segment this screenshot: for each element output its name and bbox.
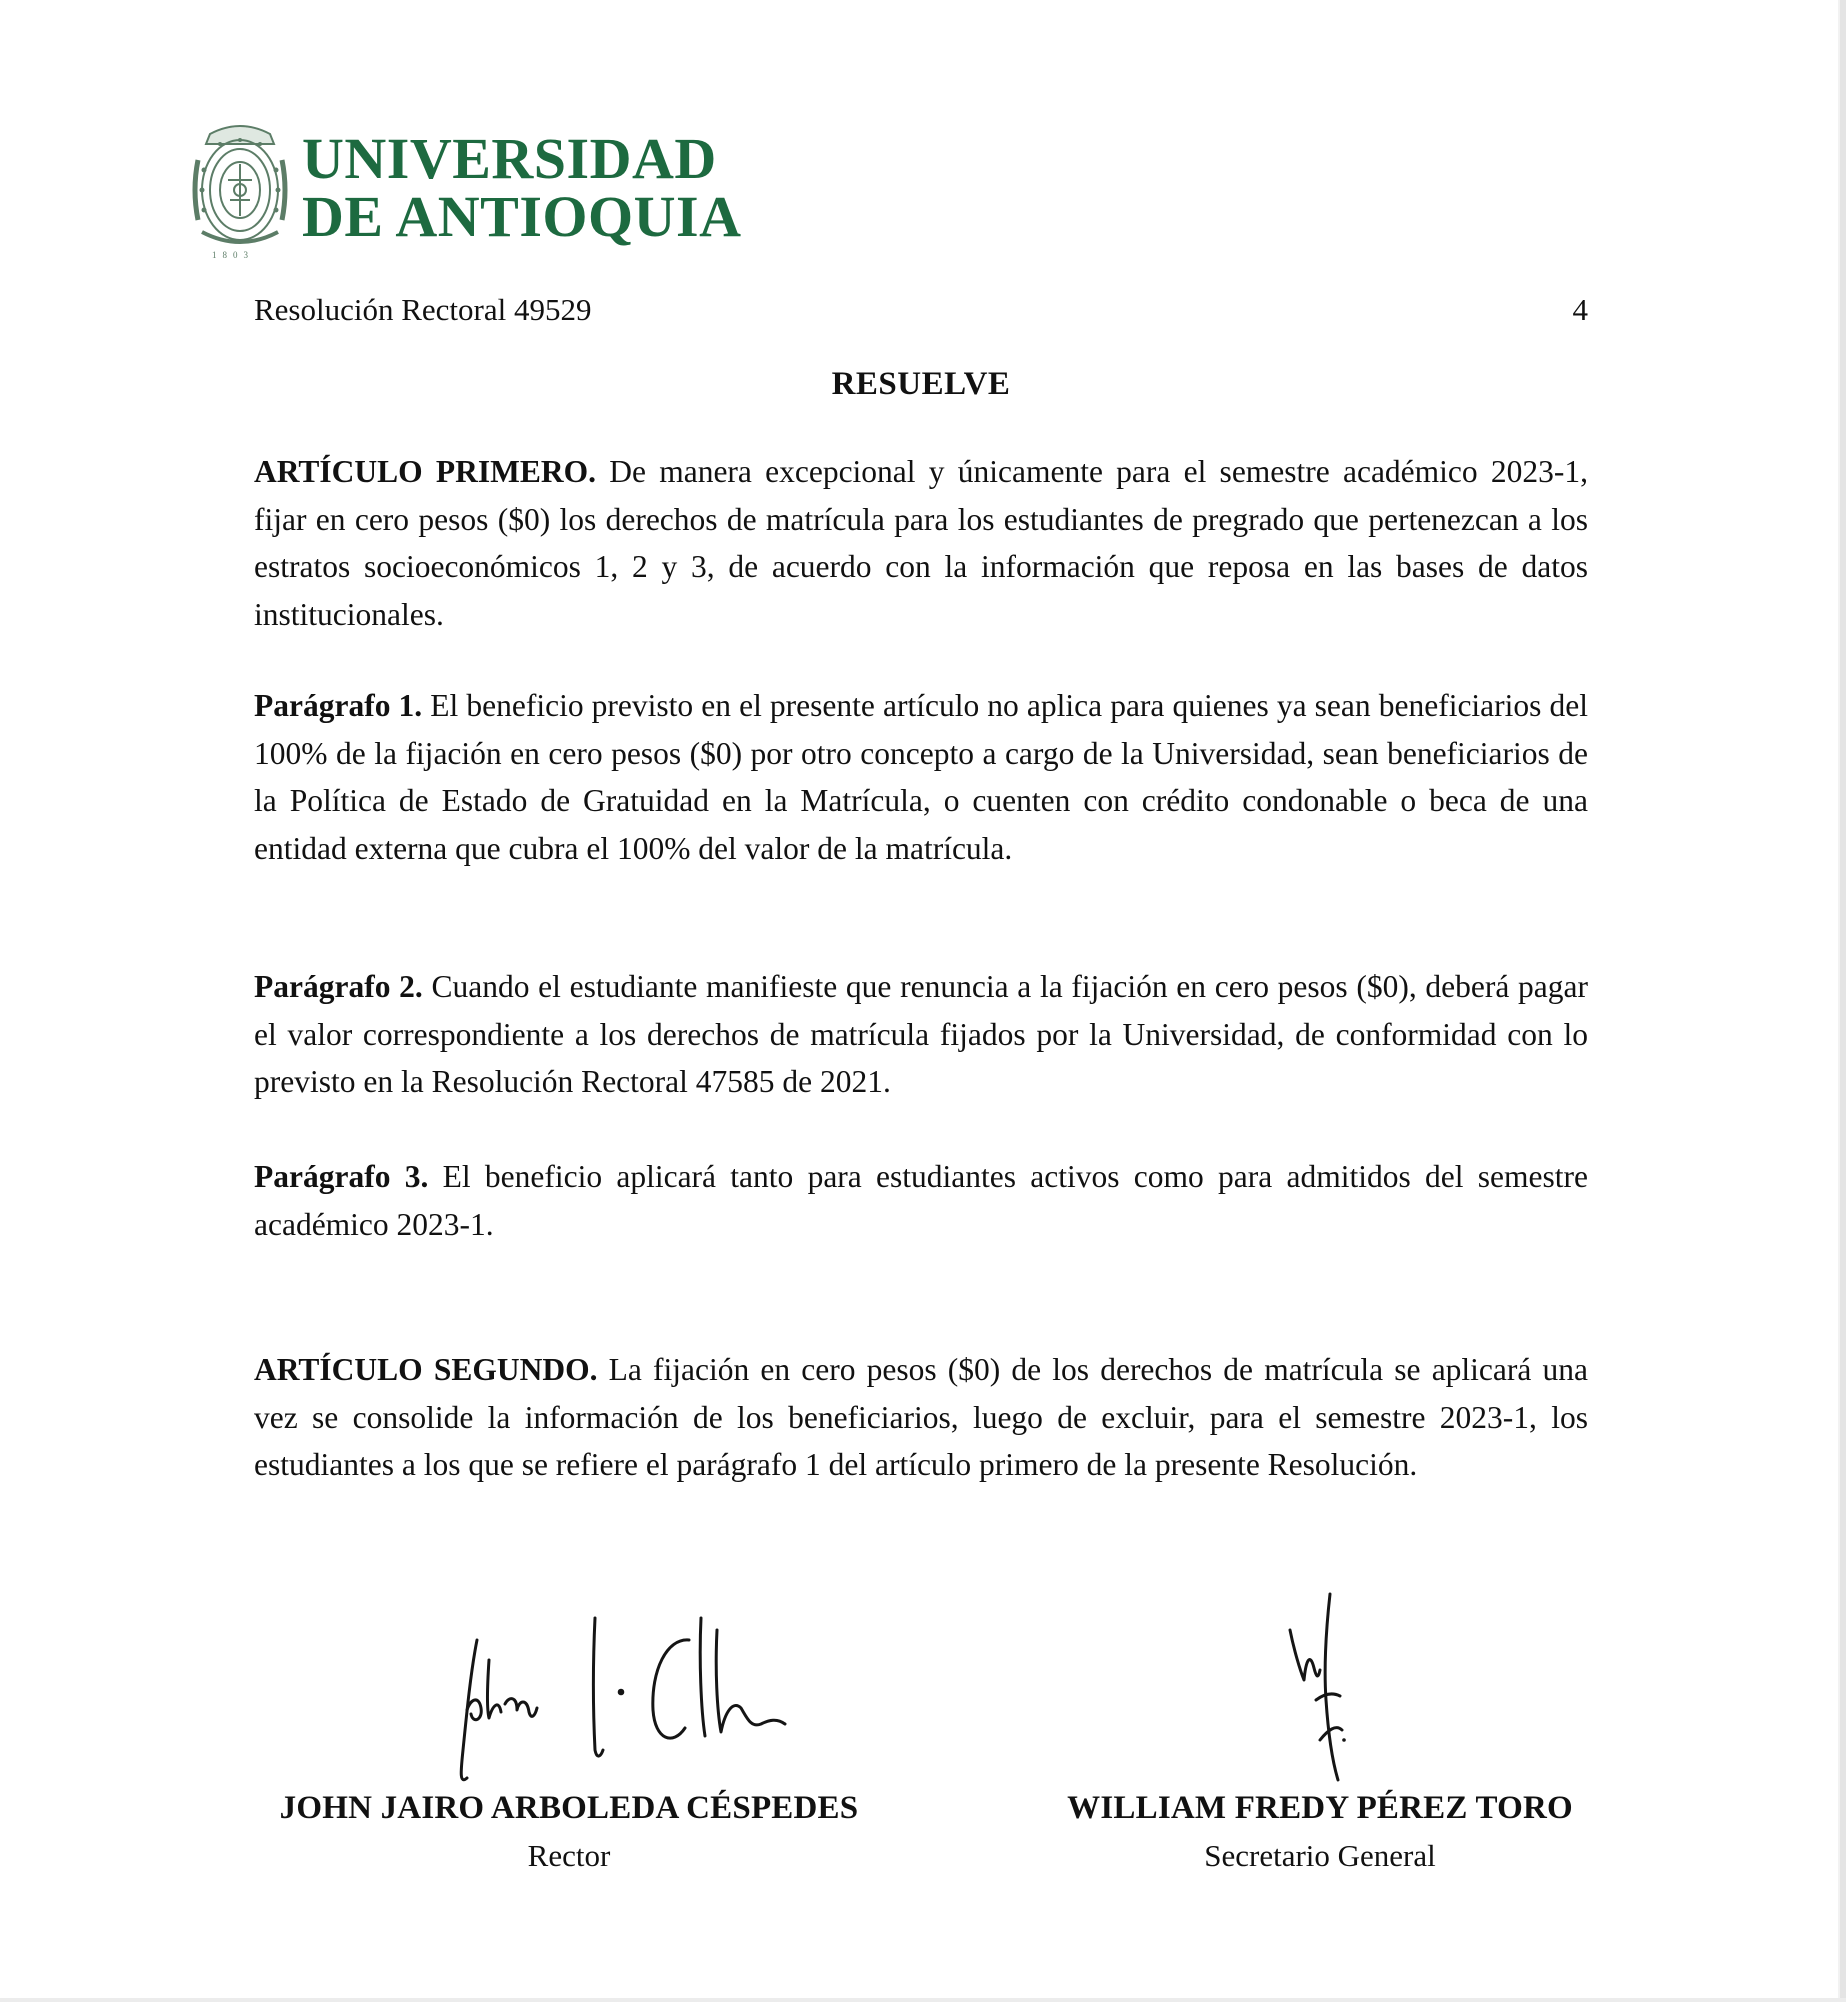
signatory-role: Secretario General bbox=[1204, 1838, 1436, 1873]
signature-block-secretary bbox=[1020, 1590, 1620, 1873]
paragraph-text: Cuando el estudiante manifieste que renuncia a la fijación en cero pesos ($0), deberá pagar el valor correspondiente a los derechos de matrícula fijados por la Universidad, de conformidad con lo previsto en la Resolución Rectoral 47585 de 2021. bbox=[254, 969, 1588, 1099]
paragraph-heading: Parágrafo 1. bbox=[254, 688, 423, 723]
page-edge bbox=[1840, 0, 1846, 2002]
page-edge-shadow bbox=[1838, 0, 1840, 2002]
handwritten-signature-rector bbox=[349, 1600, 789, 1790]
document-reference: Resolución Rectoral 49529 bbox=[254, 292, 592, 327]
handwritten-signature-secretary bbox=[1220, 1590, 1420, 1790]
article-first bbox=[254, 448, 1588, 638]
page-bottom-edge bbox=[0, 1998, 1846, 2002]
article-heading: ARTÍCULO SEGUNDO. bbox=[254, 1352, 598, 1387]
university-logo bbox=[190, 116, 742, 266]
paragraph-2 bbox=[254, 963, 1588, 1106]
signatory-role: Rector bbox=[527, 1838, 611, 1873]
document-header bbox=[254, 292, 1588, 332]
article-text: De manera excepcional y únicamente para el semestre académico 2023-1, fijar en cero pesos ($0) los derechos de matrícula para los estudiantes de pregrado que pertenezcan a los estratos socioeconómicos 1, 2 y 3, de acuerdo con la información que reposa en las bases de datos institucionales. bbox=[254, 454, 1588, 632]
signatory-name: WILLIAM FREDY PÉREZ TORO bbox=[1067, 1790, 1573, 1826]
section-title: RESUELVE bbox=[831, 366, 1011, 402]
university-seal-icon bbox=[190, 120, 290, 250]
seal-year: 1803 bbox=[212, 250, 254, 260]
university-wordmark bbox=[302, 126, 742, 249]
paragraph-heading: Parágrafo 2. bbox=[254, 969, 423, 1004]
paragraph-3 bbox=[254, 1153, 1588, 1248]
page-number: 4 bbox=[1572, 292, 1588, 327]
paragraph-text: El beneficio aplicará tanto para estudiantes activos como para admitidos del semestre académico 2023-1. bbox=[254, 1159, 1589, 1242]
article-second bbox=[254, 1346, 1588, 1489]
signatory-name: JOHN JAIRO ARBOLEDA CÉSPEDES bbox=[279, 1790, 859, 1826]
article-text: La fijación en cero pesos ($0) de los derechos de matrícula se aplicará una vez se consolide la información de los beneficiarios, luego de excluir, para el semestre 2023-1, los estudiantes a los que se refiere el parágrafo 1 del artículo primero de la presente Resolución. bbox=[254, 1352, 1588, 1482]
signature-block-rector bbox=[254, 1600, 884, 1873]
university-name-line1: UNIVERSIDAD bbox=[302, 126, 717, 191]
university-name-line2: DE ANTIOQUIA bbox=[302, 184, 742, 249]
paragraph-text: El beneficio previsto en el presente artículo no aplica para quienes ya sean beneficiarios del 100% de la fijación en cero pesos ($0) por otro concepto a cargo de la Universidad, sean beneficiarios de la Política de Estado de Gratuidad en la Matrícula, o cuenten con crédito condonable o beca de una entidad externa que cubra el 100% del valor de la matrícula. bbox=[254, 688, 1588, 866]
paragraph-heading: Parágrafo 3. bbox=[254, 1159, 429, 1194]
article-heading: ARTÍCULO PRIMERO. bbox=[254, 454, 597, 489]
paragraph-1 bbox=[254, 682, 1588, 872]
